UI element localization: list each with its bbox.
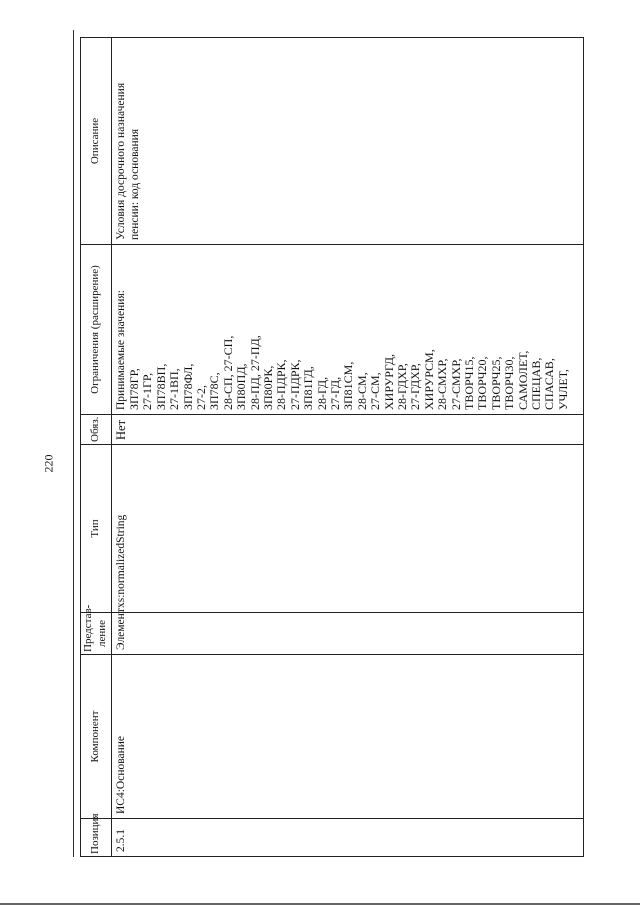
- constraint-value: ХИРУРСМ,: [421, 349, 436, 410]
- cell-description: Условия досрочного назначения пенсии: код основания: [111, 38, 584, 245]
- constraint-value: 28-ПДРК,: [274, 359, 289, 410]
- constraint-value: ЗП78ВП,: [153, 363, 168, 410]
- constraint-value: 27-1ГР,: [140, 372, 155, 410]
- constraint-value: СПАСАВ,: [542, 358, 557, 410]
- constraint-value: 28-ГДХР,: [395, 363, 409, 410]
- cell-representation: Элемент: [111, 613, 584, 655]
- constraint-value: 27-ГД,: [327, 376, 342, 410]
- schema-table-frame: [80, 37, 584, 857]
- margin-line: [73, 30, 74, 857]
- constraint-value: 27-1ВП,: [167, 368, 182, 410]
- constraint-value: ТВОРЧ25,: [488, 356, 503, 410]
- constraints-intro: Принимаемые значения:: [114, 290, 127, 410]
- constraint-value: 28-ПД, 27-ПД,: [247, 335, 262, 410]
- header-position: Позиция: [81, 819, 112, 857]
- constraint-value: ЗП80РК,: [260, 365, 275, 410]
- cell-type: xs:normalizedString: [111, 445, 584, 613]
- constraint-value: 28-ГД,: [314, 376, 329, 410]
- constraint-value: ЗП78ГР,: [126, 368, 141, 410]
- constraints-list: [128, 249, 570, 410]
- constraint-value: ЗП81СМ,: [341, 361, 356, 410]
- constraint-value: 28-СП, 27-СП,: [220, 335, 235, 410]
- constraint-value: САМОЛЕТ,: [515, 350, 530, 410]
- header-constraints: Ограничения (расширение): [81, 245, 112, 415]
- constraint-value: 28-СМХР,: [435, 358, 450, 410]
- header-component: Компонент: [81, 655, 112, 819]
- header-representation: Представ-ление: [81, 613, 112, 655]
- constraint-value: ЗП78С,: [207, 372, 222, 410]
- cell-constraints: [111, 245, 584, 415]
- constraint-value: ТВОРЧ15,: [462, 356, 477, 410]
- constraint-value: 27-ГДХР,: [408, 363, 423, 410]
- constraint-value: СПЕЦАВ,: [529, 357, 544, 410]
- header-required: Обяз.: [81, 415, 112, 445]
- constraint-value: ЗП81ГД,: [301, 366, 316, 410]
- header-description: Описание: [81, 38, 112, 245]
- table-row: [111, 38, 584, 857]
- header-type: Тип: [81, 445, 112, 613]
- constraint-value: УЧЛЕТ,: [555, 369, 570, 410]
- constraint-value: ЗП80ПД,: [234, 363, 249, 410]
- constraint-value: 27-СМХР,: [448, 358, 463, 410]
- cell-component: ИС4:Основание: [111, 655, 584, 819]
- page-number: 220: [41, 454, 56, 473]
- constraint-value: 28-СМ,: [354, 372, 369, 410]
- schema-table: [80, 37, 584, 857]
- constraint-value: ТВОРЧ20,: [475, 356, 490, 410]
- constraint-value: ТВОРЧ30,: [502, 356, 517, 410]
- constraint-value: 27-2,: [193, 385, 208, 410]
- constraint-value: ЗП78ФЛ,: [180, 363, 195, 410]
- cell-required: Нет: [111, 415, 584, 445]
- constraint-value: 27-СМ,: [368, 372, 383, 410]
- table-header-row: [81, 38, 112, 857]
- cell-position: 2.5.1: [111, 819, 584, 857]
- constraint-value: ХИРУРГД,: [381, 354, 396, 410]
- constraint-value: 27-ПДРК,: [287, 359, 302, 410]
